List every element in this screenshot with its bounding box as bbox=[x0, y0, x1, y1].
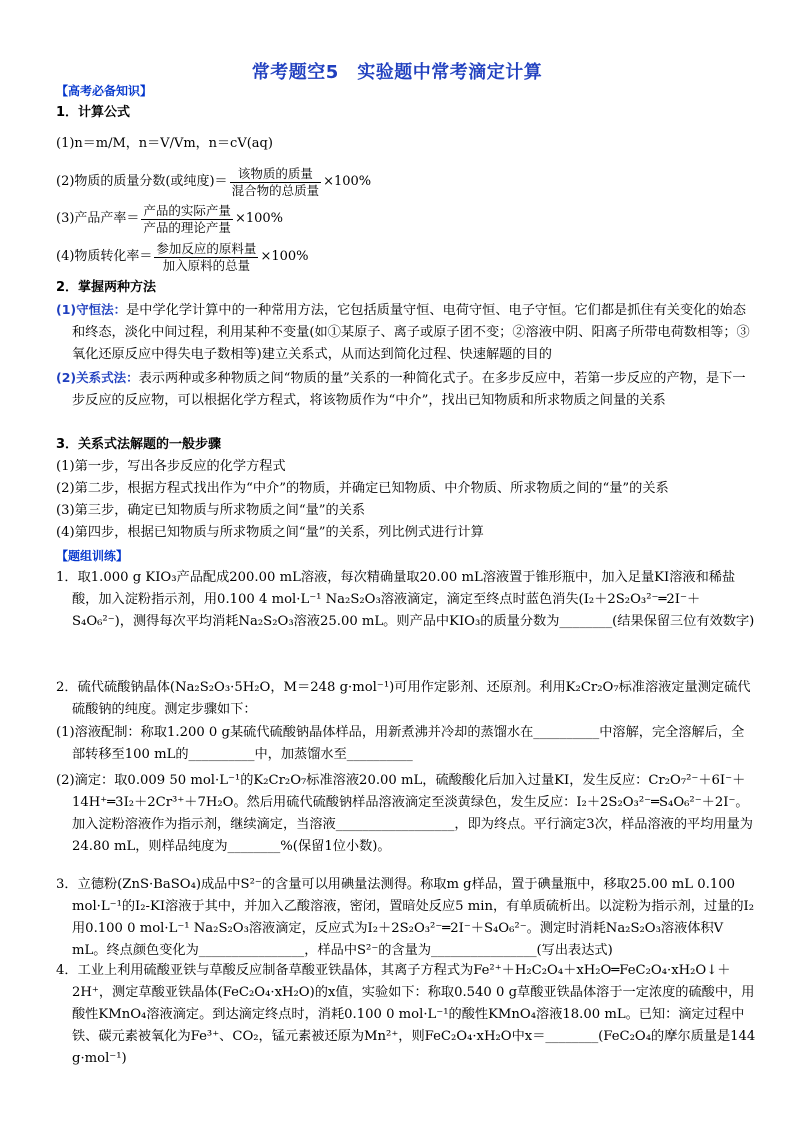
heading-methods bbox=[56, 277, 740, 299]
fraction-denominator: 加入原料的总量 bbox=[162, 257, 251, 273]
step-item: (1)第一步，写出各步反应的化学方程式 bbox=[56, 459, 286, 474]
question-text: (2)滴定：取0.009 50 mol·L⁻¹的K₂Cr₂O₇标准溶液20.00 mL，硫酸酸化后加入过量KI，发生反应：Cr₂O₇²⁻＋6I⁻＋14H⁺═3I₂＋2Cr³⁺＋7H₂O。然后用硫代硫酸钠样品溶液滴定至淡黄绿色，发生反应：I₂＋2S₂O₃²⁻═S₄O₆²⁻＋2I⁻。加入淀粉溶液作为指示剂，继续滴定，当溶液__________________，即为终点。平行滴定3次，样品溶液的平均用量为24.80 mL，则样品纯度为________%(保留1位小数)。 bbox=[56, 773, 753, 854]
question-1 bbox=[56, 567, 756, 633]
question-2-part-1 bbox=[56, 722, 756, 766]
formula-4 bbox=[56, 238, 740, 276]
fraction-numerator: 参加反应的原料量 bbox=[156, 240, 257, 256]
fraction bbox=[230, 166, 322, 199]
method-conservation bbox=[56, 299, 756, 366]
step-item: (2)第二步，根据方程式找出作为“中介”的物质，并确定已知物质、中介物质、所求物质之间的“量”的关系 bbox=[56, 481, 669, 496]
formula-3 bbox=[56, 200, 740, 238]
formula-label: (3)产品产率＝ bbox=[56, 211, 140, 226]
section-heading: 2．掌握两种方法 bbox=[56, 280, 157, 295]
question-2-intro bbox=[56, 677, 756, 721]
heading-formulas bbox=[56, 102, 740, 124]
steps-list bbox=[56, 456, 740, 544]
section-knowledge-tag bbox=[56, 80, 740, 103]
question-text: (1)溶液配制：称取1.200 0 g某硫代硫酸钠晶体样品，用新煮沸并冷却的蒸馏水在__________中溶解，完全溶解后，全部转移至100 mL的__________中，加蒸馏水至__________ bbox=[56, 725, 745, 762]
formula-1 bbox=[56, 126, 740, 162]
formula-2 bbox=[56, 163, 740, 201]
fraction bbox=[154, 241, 258, 274]
fraction-denominator: 混合物的总质量 bbox=[231, 182, 320, 198]
formula-label: (2)物质的质量分数(或纯度)＝ bbox=[56, 174, 228, 189]
question-text: 3．立德粉(ZnS·BaSO₄)成品中S²⁻的含量可以用碘量法测得。称取m g样品，置于碘量瓶中，移取25.00 mL 0.100 mol·L⁻¹的I₂-KI溶液于其中，并加入乙酸溶液，密闭，置暗处反应5 min，有单质硫析出。以淀粉为指示剂，过量的I₂用0.100 0 mol·L⁻¹ Na₂S₂O₃溶液滴定，反应式为I₂＋2S₂O₃²⁻═2I⁻＋S₄O₆²⁻。测定时消耗Na₂S₂O₃溶液体积V mL。终点颜色变化为________________，样品中S²⁻的含量为________________(写出表达式) bbox=[56, 877, 755, 958]
question-3 bbox=[56, 874, 756, 962]
section-heading: 3．关系式法解题的一般步骤 bbox=[56, 437, 222, 452]
page-title: 常考题空5 实验题中常考滴定计算 bbox=[251, 62, 543, 83]
formula-suffix: ×100% bbox=[323, 174, 372, 189]
formula-suffix: ×100% bbox=[260, 249, 309, 264]
section-tag: 【题组训练】 bbox=[56, 549, 129, 563]
method-relation bbox=[56, 367, 756, 412]
question-text: 4．工业上利用硫酸亚铁与草酸反应制备草酸亚铁晶体，其离子方程式为Fe²⁺＋H₂C₂O₄＋xH₂O═FeC₂O₄·xH₂O↓＋2H⁺，测定草酸亚铁晶体(FeC₂O₄·xH₂O)的x值，实验如下：称取0.540 0 g草酸亚铁晶体溶于一定浓度的硫酸中，用酸性KMnO₄溶液滴定。到达滴定终点时，消耗0.100 0 mol·L⁻¹的酸性KMnO₄溶液18.00 mL。已知：滴定过程中铁、碳元素被氧化为Fe³⁺、CO₂，锰元素被还原为Mn²⁺，则FeC₂O₄·xH₂O中x＝________(FeC₂O₄的摩尔质量是144 g·mol⁻¹) bbox=[56, 963, 756, 1066]
fraction-denominator: 产品的理论产量 bbox=[143, 219, 231, 235]
fraction bbox=[141, 203, 233, 236]
method-text: 是中学化学计算中的一种常用方法，它包括质量守恒、电荷守恒、电子守恒。它们都是抓住有关变化的始态和终态，淡化中间过程，利用某种不变量(如①某原子、离子或原子团不变；②溶液中阴、阳离子所带电荷数相等；③氧化还原反应中得失电子数相等)建立关系式，从而达到简化过程、快速解题的目的 bbox=[72, 303, 750, 362]
fraction-numerator: 该物质的质量 bbox=[230, 166, 322, 183]
question-text: 2．硫代硫酸钠晶体(Na₂S₂O₃·5H₂O，M＝248 g·mol⁻¹)可用作定影剂、还原剂。利用K₂Cr₂O₇标准溶液定量测定硫代硫酸钠的纯度。测定步骤如下： bbox=[56, 680, 751, 717]
section-heading: 1．计算公式 bbox=[56, 105, 131, 120]
heading-steps bbox=[56, 434, 740, 456]
section-tag: 【高考必备知识】 bbox=[56, 84, 153, 98]
fraction-numerator: 产品的实际产量 bbox=[143, 202, 231, 218]
step-item: (3)第三步，确定已知物质与所求物质之间“量”的关系 bbox=[56, 503, 366, 518]
method-text: 表示两种或多种物质之间“物质的量”关系的一种简化式子。在多步反应中，若第一步反应的产物，是下一步反应的反应物，可以根据化学方程式，将该物质作为“中介”，找出已知物质和所求物质之间量的关系 bbox=[72, 371, 746, 408]
section-exercise-tag bbox=[56, 545, 740, 568]
method-keyword: (2)关系式法： bbox=[56, 370, 139, 385]
question-4 bbox=[56, 960, 756, 1070]
formula-text: (1)n＝m/M，n＝V/Vm，n＝cV(aq) bbox=[56, 136, 273, 151]
step-item: (4)第四步，根据已知物质与所求物质之间“量”的关系，列比例式进行计算 bbox=[56, 525, 484, 540]
formula-suffix: ×100% bbox=[234, 211, 283, 226]
method-keyword: (1)守恒法： bbox=[56, 302, 127, 317]
question-text: 1．取1.000 g KIO₃产品配成200.00 mL溶液，每次精确量取20.00 mL溶液置于锥形瓶中，加入足量KI溶液和稀盐酸，加入淀粉指示剂，用0.100 4 mol·L⁻¹ Na₂S₂O₃溶液滴定，滴定至终点时蓝色消失(I₂＋2S₂O₃²⁻═2I⁻＋S₄O₆²⁻)，测得每次平均消耗Na₂S₂O₃溶液25.00 mL。则产品中KIO₃的质量分数为________(结果保留三位有效数字) bbox=[56, 570, 755, 629]
question-2-part-2 bbox=[56, 770, 756, 858]
formula-label: (4)物质转化率＝ bbox=[56, 249, 153, 264]
